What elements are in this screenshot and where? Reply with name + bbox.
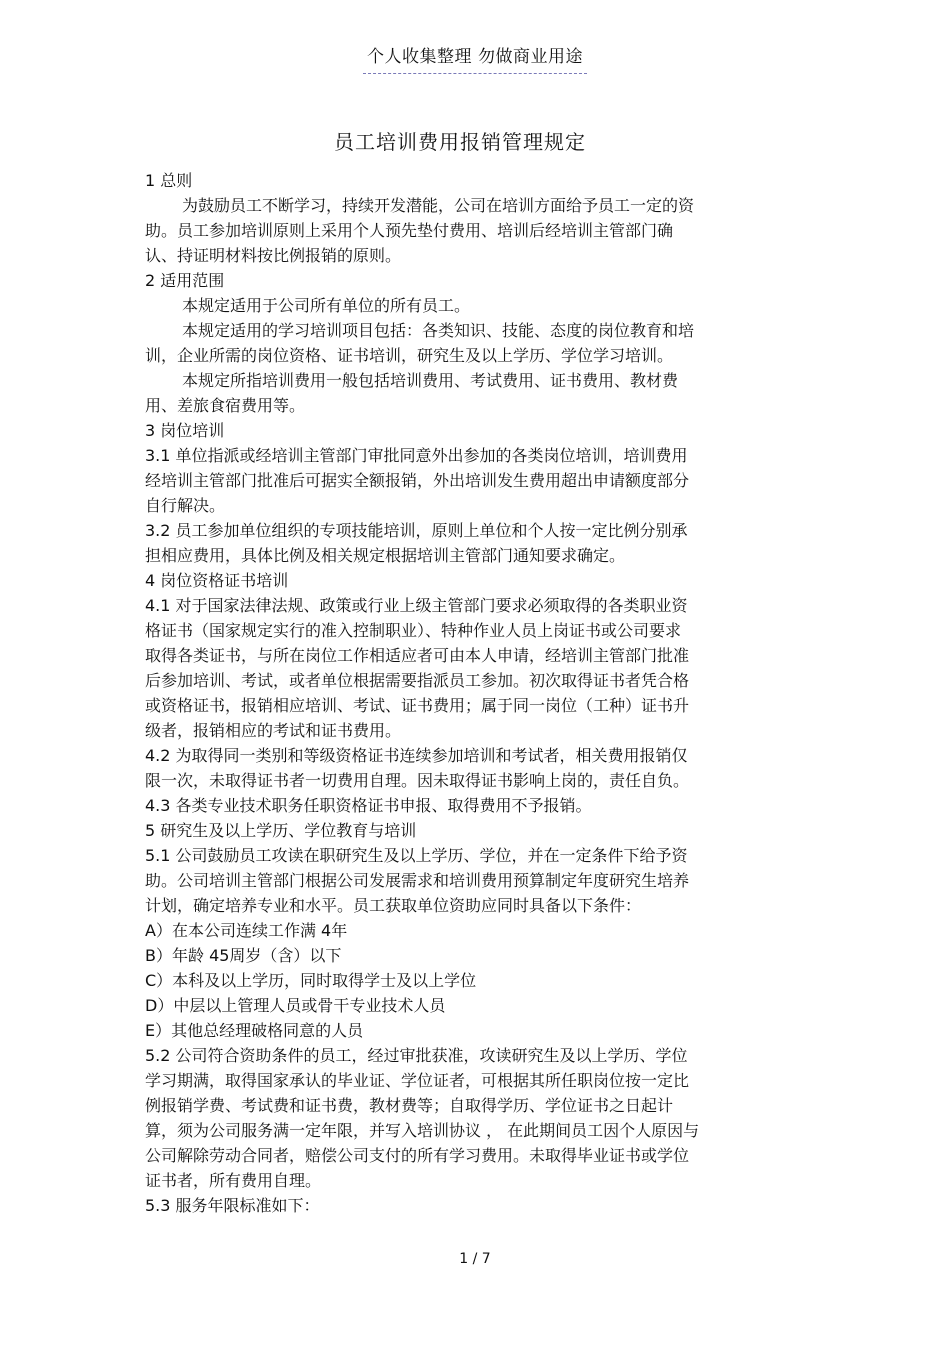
page-footer: [0, 1249, 950, 1269]
text-line: A）在本公司连续工作满 4年: [145, 921, 348, 940]
text-line: 4 岗位资格证书培训: [145, 571, 289, 590]
text-line: 为鼓励员工不断学习，持续开发潜能，公司在培训方面给予员工一定的资: [182, 196, 695, 215]
text-line: 或资格证书，报销相应培训、考试、证书费用；属于同一岗位（工种）证书升: [145, 696, 690, 715]
text-line: 助。员工参加培训原则上采用个人预先垫付费用、培训后经培训主管部门确: [145, 221, 674, 240]
text-line: 公司解除劳动合同者，赔偿公司支付的所有学习费用。未取得毕业证书或学位: [145, 1146, 690, 1165]
text-line: 3 岗位培训: [145, 421, 225, 440]
text-line: 用、差旅食宿费用等。: [145, 396, 306, 415]
text-line: 例报销学费、考试费和证书费，教材费等；自取得学历、学位证书之日起计: [145, 1096, 674, 1115]
text-line: 级者，报销相应的考试和证书费用。: [145, 721, 402, 740]
text-line: 限一次，未取得证书者一切费用自理。因未取得证书影响上岗的，责任自负。: [145, 771, 690, 790]
header-notice: 个人收集整理 勿做商业用途: [363, 44, 587, 74]
text-line: 本规定适用于公司所有单位的所有员工。: [182, 296, 471, 315]
document-body: [145, 168, 795, 1218]
text-line: 证书者，所有费用自理。: [145, 1171, 322, 1190]
text-line: E）其他总经理破格同意的人员: [145, 1021, 364, 1040]
text-line: 取得各类证书，与所在岗位工作相适应者可由本人申请，经培训主管部门批准: [145, 646, 690, 665]
text-line: 4.2 为取得同一类别和等级资格证书连续参加培训和考试者，相关费用报销仅: [145, 746, 688, 765]
text-line: 4.1 对于国家法律法规、政策或行业上级主管部门要求必须取得的各类职业资: [145, 596, 688, 615]
text-line: 担相应费用，具体比例及相关规定根据培训主管部门通知要求确定。: [145, 546, 626, 565]
text-line: 本规定适用的学习培训项目包括：各类知识、技能、态度的岗位教育和培: [182, 321, 695, 340]
text-line: 学习期满，取得国家承认的毕业证、学位证者，可根据其所任职岗位按一定比: [145, 1071, 690, 1090]
text-line: 经培训主管部门批准后可据实全额报销，外出培训发生费用超出申请额度部分: [145, 471, 690, 490]
text-line: B）年龄 45周岁（含）以下: [145, 946, 342, 965]
text-line: 助。公司培训主管部门根据公司发展需求和培训费用预算制定年度研究生培养: [145, 871, 690, 890]
text-line: 后参加培训、考试，或者单位根据需要指派员工参加。初次取得证书者凭合格: [145, 671, 690, 690]
text-line: 3.1 单位指派或经培训主管部门审批同意外出参加的各类岗位培训，培训费用: [145, 446, 688, 465]
text-line: 1 总则: [145, 171, 193, 190]
text-line: 训，企业所需的岗位资格、证书培训，研究生及以上学历、学位学习培训。: [145, 346, 674, 365]
text-line: 5.3 服务年限标准如下：: [145, 1196, 320, 1215]
text-line: 4.3 各类专业技术职务任职资格证书申报、取得费用不予报销。: [145, 796, 592, 815]
text-line: D）中层以上管理人员或骨干专业技术人员: [145, 996, 446, 1015]
text-line: 5.1 公司鼓励员工攻读在职研究生及以上学历、学位，并在一定条件下给予资: [145, 846, 688, 865]
text-line: 算，须为公司服务满一定年限，并写入培训协议 ， 在此期间员工因个人原因与: [145, 1121, 700, 1140]
text-line: 计划，确定培养专业和水平。员工获取单位资助应同时具备以下条件：: [145, 896, 642, 915]
page-number: 1 / 7: [459, 1251, 491, 1267]
text-line: 自行解决。: [145, 496, 226, 515]
document-title: 员工培训费用报销管理规定: [334, 130, 586, 154]
text-line: 5 研究生及以上学历、学位教育与培训: [145, 821, 417, 840]
page-header: [0, 44, 950, 74]
text-line: 格证书（国家规定实行的准入控制职业）、特种作业人员上岗证书或公司要求: [145, 621, 682, 640]
text-line: 本规定所指培训费用一般包括培训费用、考试费用、证书费用、教材费: [182, 371, 679, 390]
text-line: C）本科及以上学历，同时取得学士及以上学位: [145, 971, 477, 990]
text-line: 5.2 公司符合资助条件的员工，经过审批获准，攻读研究生及以上学历、学位: [145, 1046, 688, 1065]
text-line: 认、持证明材料按比例报销的原则。: [145, 246, 402, 265]
text-line: 2 适用范围: [145, 271, 225, 290]
text-line: 3.2 员工参加单位组织的专项技能培训，原则上单位和个人按一定比例分别承: [145, 521, 688, 540]
